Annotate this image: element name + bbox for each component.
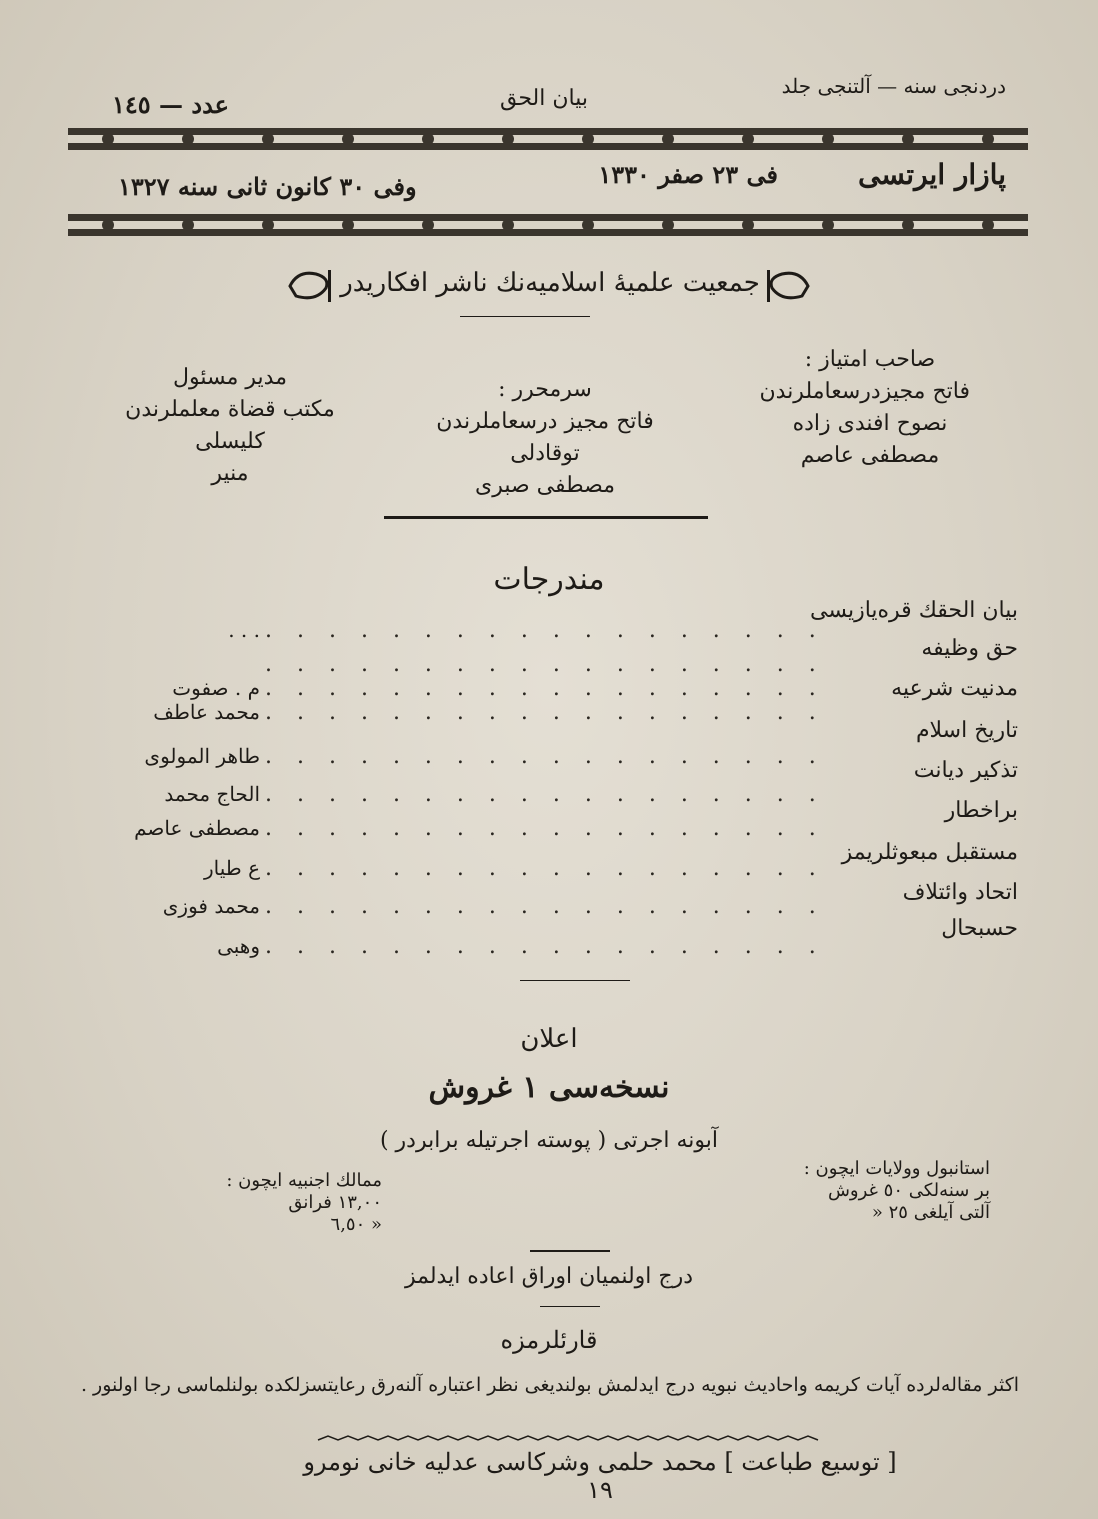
toc-leader-dots: . . . . . . . . . . . . . . . . . . (265, 856, 825, 881)
toc-author: الحاج محمد (164, 782, 260, 806)
editor-line: فاتح مجیز درسعاملرندن (436, 409, 654, 434)
ornamental-border-middle (68, 212, 1028, 238)
divider-short (460, 316, 590, 317)
toc-leader-dots: . . . . . . . . . . . . . . . . . . (265, 934, 825, 959)
manager-line: كلیسلی (195, 429, 265, 454)
toc-title: تاریخ اسلام (915, 718, 1018, 743)
manager-block (120, 362, 340, 490)
editor-block (420, 374, 670, 502)
editor-line: توقادلی (510, 441, 580, 466)
owner-line: نصوح افندی زاده (792, 411, 948, 436)
owner-line: مصطفی عاصم (800, 443, 940, 468)
toc-leader-dots: . . . . . . . . . . . . . . . . . . (265, 652, 825, 677)
hijri-date: فی ٢٣ صفر ١٣٣٠ (598, 160, 778, 189)
toc-title: بیان الحقك قره‌یازیسی (809, 598, 1018, 623)
manager-line: منیر (211, 461, 249, 486)
manager-heading: مدیر مسئول (173, 365, 287, 390)
toc-author: محمد عاطف (153, 700, 260, 724)
domestic-prices (750, 1158, 990, 1224)
foreign-heading: ممالك اجنبیه ایچون : (226, 1170, 382, 1191)
foreign-prices (192, 1170, 382, 1236)
issue-price: نسخه‌سی ١ غروش (428, 1070, 670, 1105)
toc-leader-dots: . . . . . . . . . . . . . . . . . . (265, 700, 825, 725)
domestic-six-months: آلتی آیلغی ٢٥ « (871, 1202, 990, 1223)
announcement-heading: اعلان (520, 1024, 578, 1054)
owner-block (759, 344, 970, 472)
divider-small (540, 1306, 600, 1307)
toc-leader-dots: . . . . . . . . . . . . . . . . . . (265, 816, 825, 841)
toc-leader-dots: . . . . . . . . . . . . . . . . . . (265, 676, 825, 701)
rumi-date: وفی ٣٠ كانون ثانی سنه ١٣٢٧ (118, 172, 417, 201)
toc-author: طاهر المولوی (144, 744, 260, 768)
volume-label: دردنجی سنه — آلتنجی جلد (781, 74, 1006, 98)
owner-heading: صاحب امتیاز : (804, 347, 936, 372)
toc-title: مدنیت شرعیه (891, 676, 1018, 701)
toc-author: م . صفوت (172, 676, 260, 700)
toc-title: براخطار (944, 798, 1018, 823)
toc-author: ع طیار (204, 856, 260, 880)
manager-line: مكتب قضاة معلملرندن (125, 397, 335, 422)
ornamental-border-top (68, 126, 1028, 152)
printer-imprint: [ توسیع طباعت ] محمد حلمی وشركاسی عدلیه خانی نومرو ١٩ (303, 1448, 897, 1504)
journal-title: بیان الحق (500, 86, 588, 111)
toc-row (0, 934, 1098, 970)
zigzag-rule (318, 1426, 818, 1432)
domestic-heading: استانبول وولایات ایچون : (803, 1158, 990, 1179)
subscription-note: آبونه اجرتی ( پوسته اجرتیله برابردر ) (379, 1128, 719, 1153)
divider-ornamental (384, 516, 708, 519)
toc-author: وهبی (217, 934, 260, 958)
toc-leader-dots: . . . . . . . . . . . . . . . . . . (265, 894, 825, 919)
editor-line: مصطفی صبری (474, 473, 616, 498)
toc-title: حسبحال (941, 916, 1018, 941)
domestic-yearly: بر سنه‌لكی ٥٠ غروش (827, 1180, 990, 1201)
toc-leader-dots: . . . . . . . . . . . . . . . . . . (265, 618, 825, 643)
toc-author: محمد فوزی (162, 894, 260, 918)
readers-note: اكثر مقاله‌لرده آیات كریمه واحادیث نبویه درج ایدلمش بولندیغی نظر اعتباره آلنه‌رق رعایتسزلكده بولنلماسی رجا اولنور . (80, 1374, 1020, 1396)
owner-line: فاتح مجیزدرسعاملرندن (759, 379, 970, 404)
divider-small (530, 1250, 610, 1252)
editor-heading: سرمحرر : (498, 377, 592, 402)
readers-heading: قارئلرمزه (500, 1326, 598, 1354)
toc-leader-dots: . . . . . . . . . . . . . . . . . . (265, 782, 825, 807)
toc-title: تذكیر دیانت (913, 758, 1018, 783)
toc-title: مستقبل مبعوثلریمز (841, 840, 1018, 865)
organ-statement: جمعیت علمیهٔ اسلامیه‌نك ناشر افكاریدر (340, 268, 760, 298)
returns-notice: درج اولنمیان اوراق اعاده ایدلمز (404, 1264, 694, 1289)
toc-leader-dots: . . . . . . . . . . . . . . . . . . (265, 744, 825, 769)
left-ornament-icon (286, 266, 334, 306)
contents-heading: مندرجات (493, 562, 605, 597)
toc-title: حق وظیفه (921, 636, 1018, 661)
foreign-six-months: « ٦,٥٠ (330, 1214, 382, 1235)
weekday: پازار ایرتسی (857, 158, 1006, 191)
right-ornament-icon (764, 266, 812, 306)
foreign-yearly: ١٣,٠٠ فرانق (288, 1192, 382, 1213)
issue-number: عدد — ۱٤٥ (112, 90, 229, 119)
divider-small (520, 980, 630, 981)
toc-title: اتحاد وائتلاف (902, 880, 1018, 905)
toc-author: . . . (228, 618, 260, 642)
toc-author: مصطفی عاصم (134, 816, 260, 840)
